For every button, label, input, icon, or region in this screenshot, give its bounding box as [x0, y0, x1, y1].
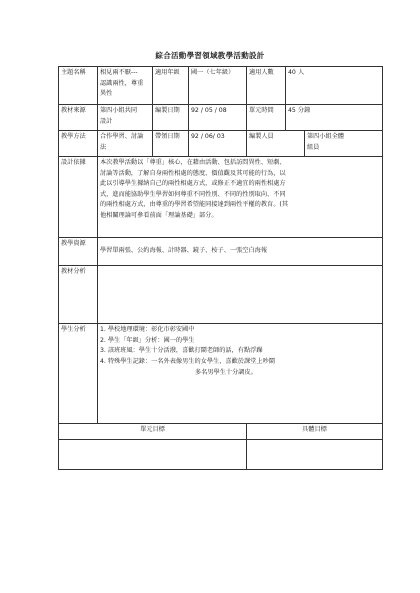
source-value	[98, 105, 153, 131]
unit-time-label: 單元時間	[247, 105, 286, 131]
date-value: 92 / 05 / 08	[189, 105, 247, 131]
analysis-value	[98, 266, 383, 324]
method-line: 法	[100, 143, 107, 151]
topic-line: 異性	[100, 90, 113, 97]
design-line: 式，進而能協助學生學習如何尊重不同性別、不同的性別取向、不同	[100, 190, 286, 198]
lesson-plan-table	[58, 66, 383, 470]
source-line: 第四小組共同	[100, 107, 138, 114]
method-line: 合作學習、討論	[100, 133, 144, 140]
student-item-continuation: 多名男學生十分調皮。	[195, 369, 257, 376]
date-label: 編製日期	[153, 105, 189, 131]
topic-line: 認識兩性，尊重	[100, 79, 144, 87]
author-label: 編製人員	[247, 131, 305, 157]
row-method	[59, 131, 383, 157]
method-label: 教學方法	[59, 131, 98, 157]
row-design	[59, 157, 383, 238]
design-line: 此以引導學生據納自己的兩性相處方式，或修正不適宜的兩性相處方	[100, 180, 286, 187]
lead-date-label: 帶領日期	[153, 131, 189, 157]
resources-value: 學習單兩張、公約海報、計時器、鏡子、桉子、一張空白海報	[98, 238, 383, 266]
author-value	[305, 131, 383, 157]
student-item: 1. 學校地理環境：彰化市彰安國中	[100, 326, 195, 333]
method-value	[98, 131, 153, 157]
source-label: 教材來源	[59, 105, 98, 131]
specific-objectives-cell	[247, 440, 383, 470]
row-resources	[59, 238, 383, 266]
grade-value: 國一（七年級）	[189, 67, 247, 105]
row-analysis	[59, 266, 383, 324]
unit-objectives-cell	[59, 440, 247, 470]
design-line: 的兩性相處方式，由尊重的學習希望能同接達到兩性平權的教育。(其	[100, 201, 289, 208]
topic-label: 主題名稱	[59, 67, 98, 105]
design-line: 他相關理論可參看前面「理論基礎」部分。	[100, 211, 218, 219]
student-item: 4. 特殊學生記錄：一名外表像男生的女學生，喜歡於課堂上吵鬧	[100, 357, 275, 365]
author-line: 第四小組全體	[307, 133, 345, 140]
design-line: 討論等活動，了解自身兩性相處的態度、價值觀及其可能的行為，以	[100, 169, 286, 177]
students-label: 學生分析	[59, 324, 98, 424]
student-item: 2. 學生「年級」分析：國一的學生	[100, 336, 195, 344]
page-title: 綜合活動學習領域教學活動設計	[155, 51, 265, 60]
source-line: 設計	[100, 117, 113, 125]
design-label: 設計依據	[59, 157, 98, 238]
unit-time-value: 45 分鐘	[286, 105, 383, 131]
row-topic	[59, 67, 383, 105]
resources-label: 教學資源	[59, 238, 98, 266]
design-value	[98, 157, 383, 238]
students-value	[98, 324, 383, 424]
row-objectives-body	[59, 440, 383, 470]
lead-date-value: 92 / 06/ 03	[189, 131, 247, 157]
row-source	[59, 105, 383, 131]
specific-objectives-header: 具體目標	[247, 424, 383, 440]
analysis-label: 教材分析	[59, 266, 98, 324]
student-item: 3. 該班班風：學生十分活潑，喜歡打鬧老師的話，有點浮躁	[100, 347, 263, 354]
design-line: 本次教學活動以「尊重」核心，在藉由活動、包括訪問異性、短劇、	[100, 159, 286, 166]
row-students	[59, 324, 383, 424]
row-objectives-header	[59, 424, 383, 440]
unit-objectives-header: 單元目標	[59, 424, 247, 440]
count-value: 40 人	[286, 67, 383, 105]
topic-value	[98, 67, 153, 105]
grade-label: 適用年級	[153, 67, 189, 105]
author-line: 組員	[307, 143, 320, 151]
topic-line: 相見兩不厭---	[100, 69, 138, 76]
count-label: 適用人數	[247, 67, 286, 105]
